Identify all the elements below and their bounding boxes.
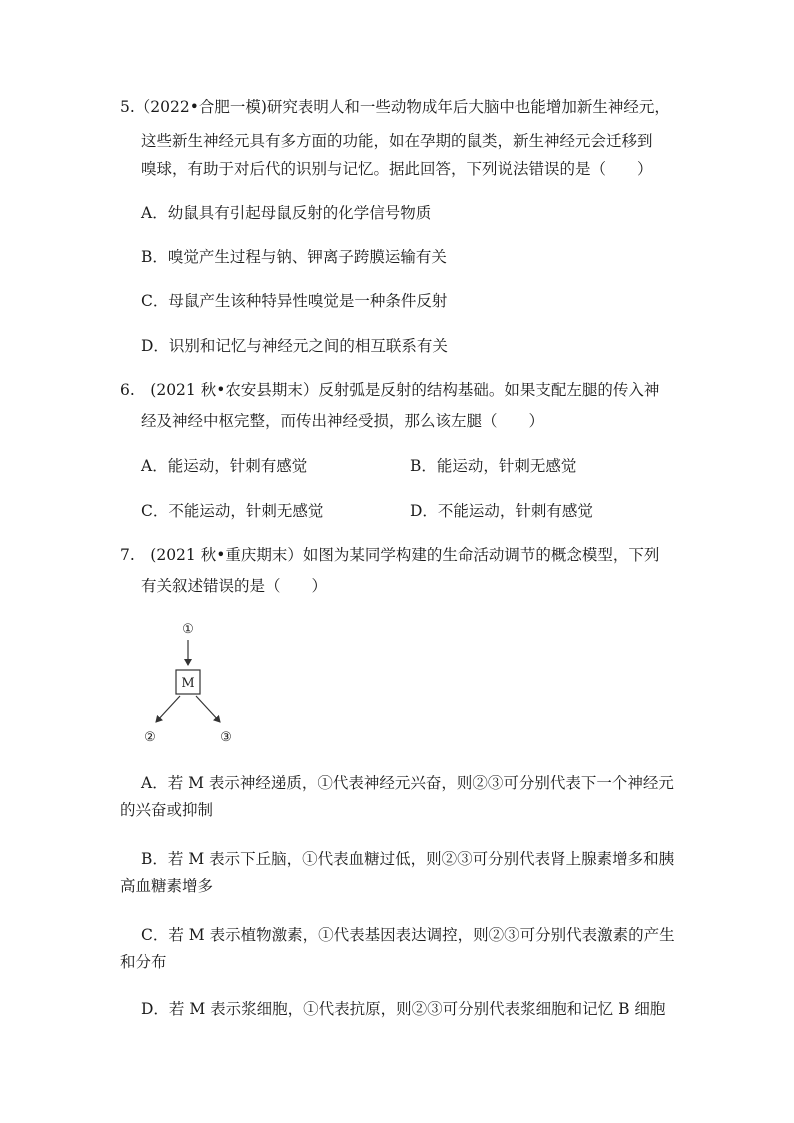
q6-stem-line-2: 经及神经中枢完整，而传出神经受损，那么该左腿（ ）	[141, 412, 545, 430]
q6-stem-line-1: 6. (2021 秋•农安县期末）反射弧是反射的结构基础。如果支配左腿的传入神	[120, 381, 660, 399]
diagram-label-top: ①	[182, 622, 194, 637]
q5-option-c: C．母鼠产生该种特异性嗅觉是一种条件反射	[141, 292, 448, 310]
diagram-box-label: M	[181, 676, 195, 691]
q7-option-c-line-2: 和分布	[120, 953, 167, 971]
q5-stem-line-2: 这些新生神经元具有多方面的功能，如在孕期的鼠类，新生神经元会迁移到	[141, 132, 653, 150]
diagram-label-right: ③	[220, 730, 232, 745]
q7-stem-line-1: 7. (2021 秋•重庆期末）如图为某同学构建的生命活动调节的概念模型，下列	[120, 546, 660, 564]
q7-stem-line-2: 有关叙述错误的是（ ）	[141, 577, 328, 595]
q5-option-d: D．识别和记忆与神经元之间的相互联系有关	[141, 337, 448, 355]
diagram-arrow-right	[196, 696, 220, 722]
q7-option-a-line-2: 的兴奋或抑制	[120, 801, 214, 819]
q6-option-a: A．能运动，针刺有感觉	[141, 457, 308, 475]
q6-option-d: D．不能运动，针刺有感觉	[410, 502, 593, 520]
q7-option-b-line-2: 高血糖素增多	[120, 877, 214, 895]
q5-stem-line-1: 5.（2022•合肥一模)研究表明人和一些动物成年后大脑中也能增加新生神经元，	[120, 98, 670, 116]
concept-model-svg	[140, 616, 250, 750]
q7-option-a-line-1: A．若 M 表示神经递质，①代表神经元兴奋，则②③可分别代表下一个神经元	[141, 774, 674, 792]
concept-model-diagram	[140, 616, 250, 750]
q7-option-c-line-1: C．若 M 表示植物激素，①代表基因表达调控，则②③可分别代表激素的产生	[141, 926, 675, 944]
q6-option-b: B．能运动，针刺无感觉	[410, 457, 577, 475]
diagram-arrow-left	[156, 696, 180, 722]
q7-option-b-line-1: B．若 M 表示下丘脑，①代表血糖过低，则②③可分别代表肾上腺素增多和胰	[141, 850, 675, 868]
q7-option-d-line-1: D．若 M 表示浆细胞，①代表抗原，则②③可分别代表浆细胞和记忆 B 细胞	[141, 1000, 666, 1018]
diagram-label-left: ②	[144, 730, 156, 745]
q5-stem-line-3: 嗅球，有助于对后代的识别与记忆。据此回答，下列说法错误的是（ ）	[141, 160, 653, 178]
q5-option-a: A．幼鼠具有引起母鼠反射的化学信号物质	[141, 204, 432, 222]
q6-option-c: C．不能运动，针刺无感觉	[141, 502, 324, 520]
q5-option-b: B．嗅觉产生过程与钠、钾离子跨膜运输有关	[141, 248, 447, 266]
